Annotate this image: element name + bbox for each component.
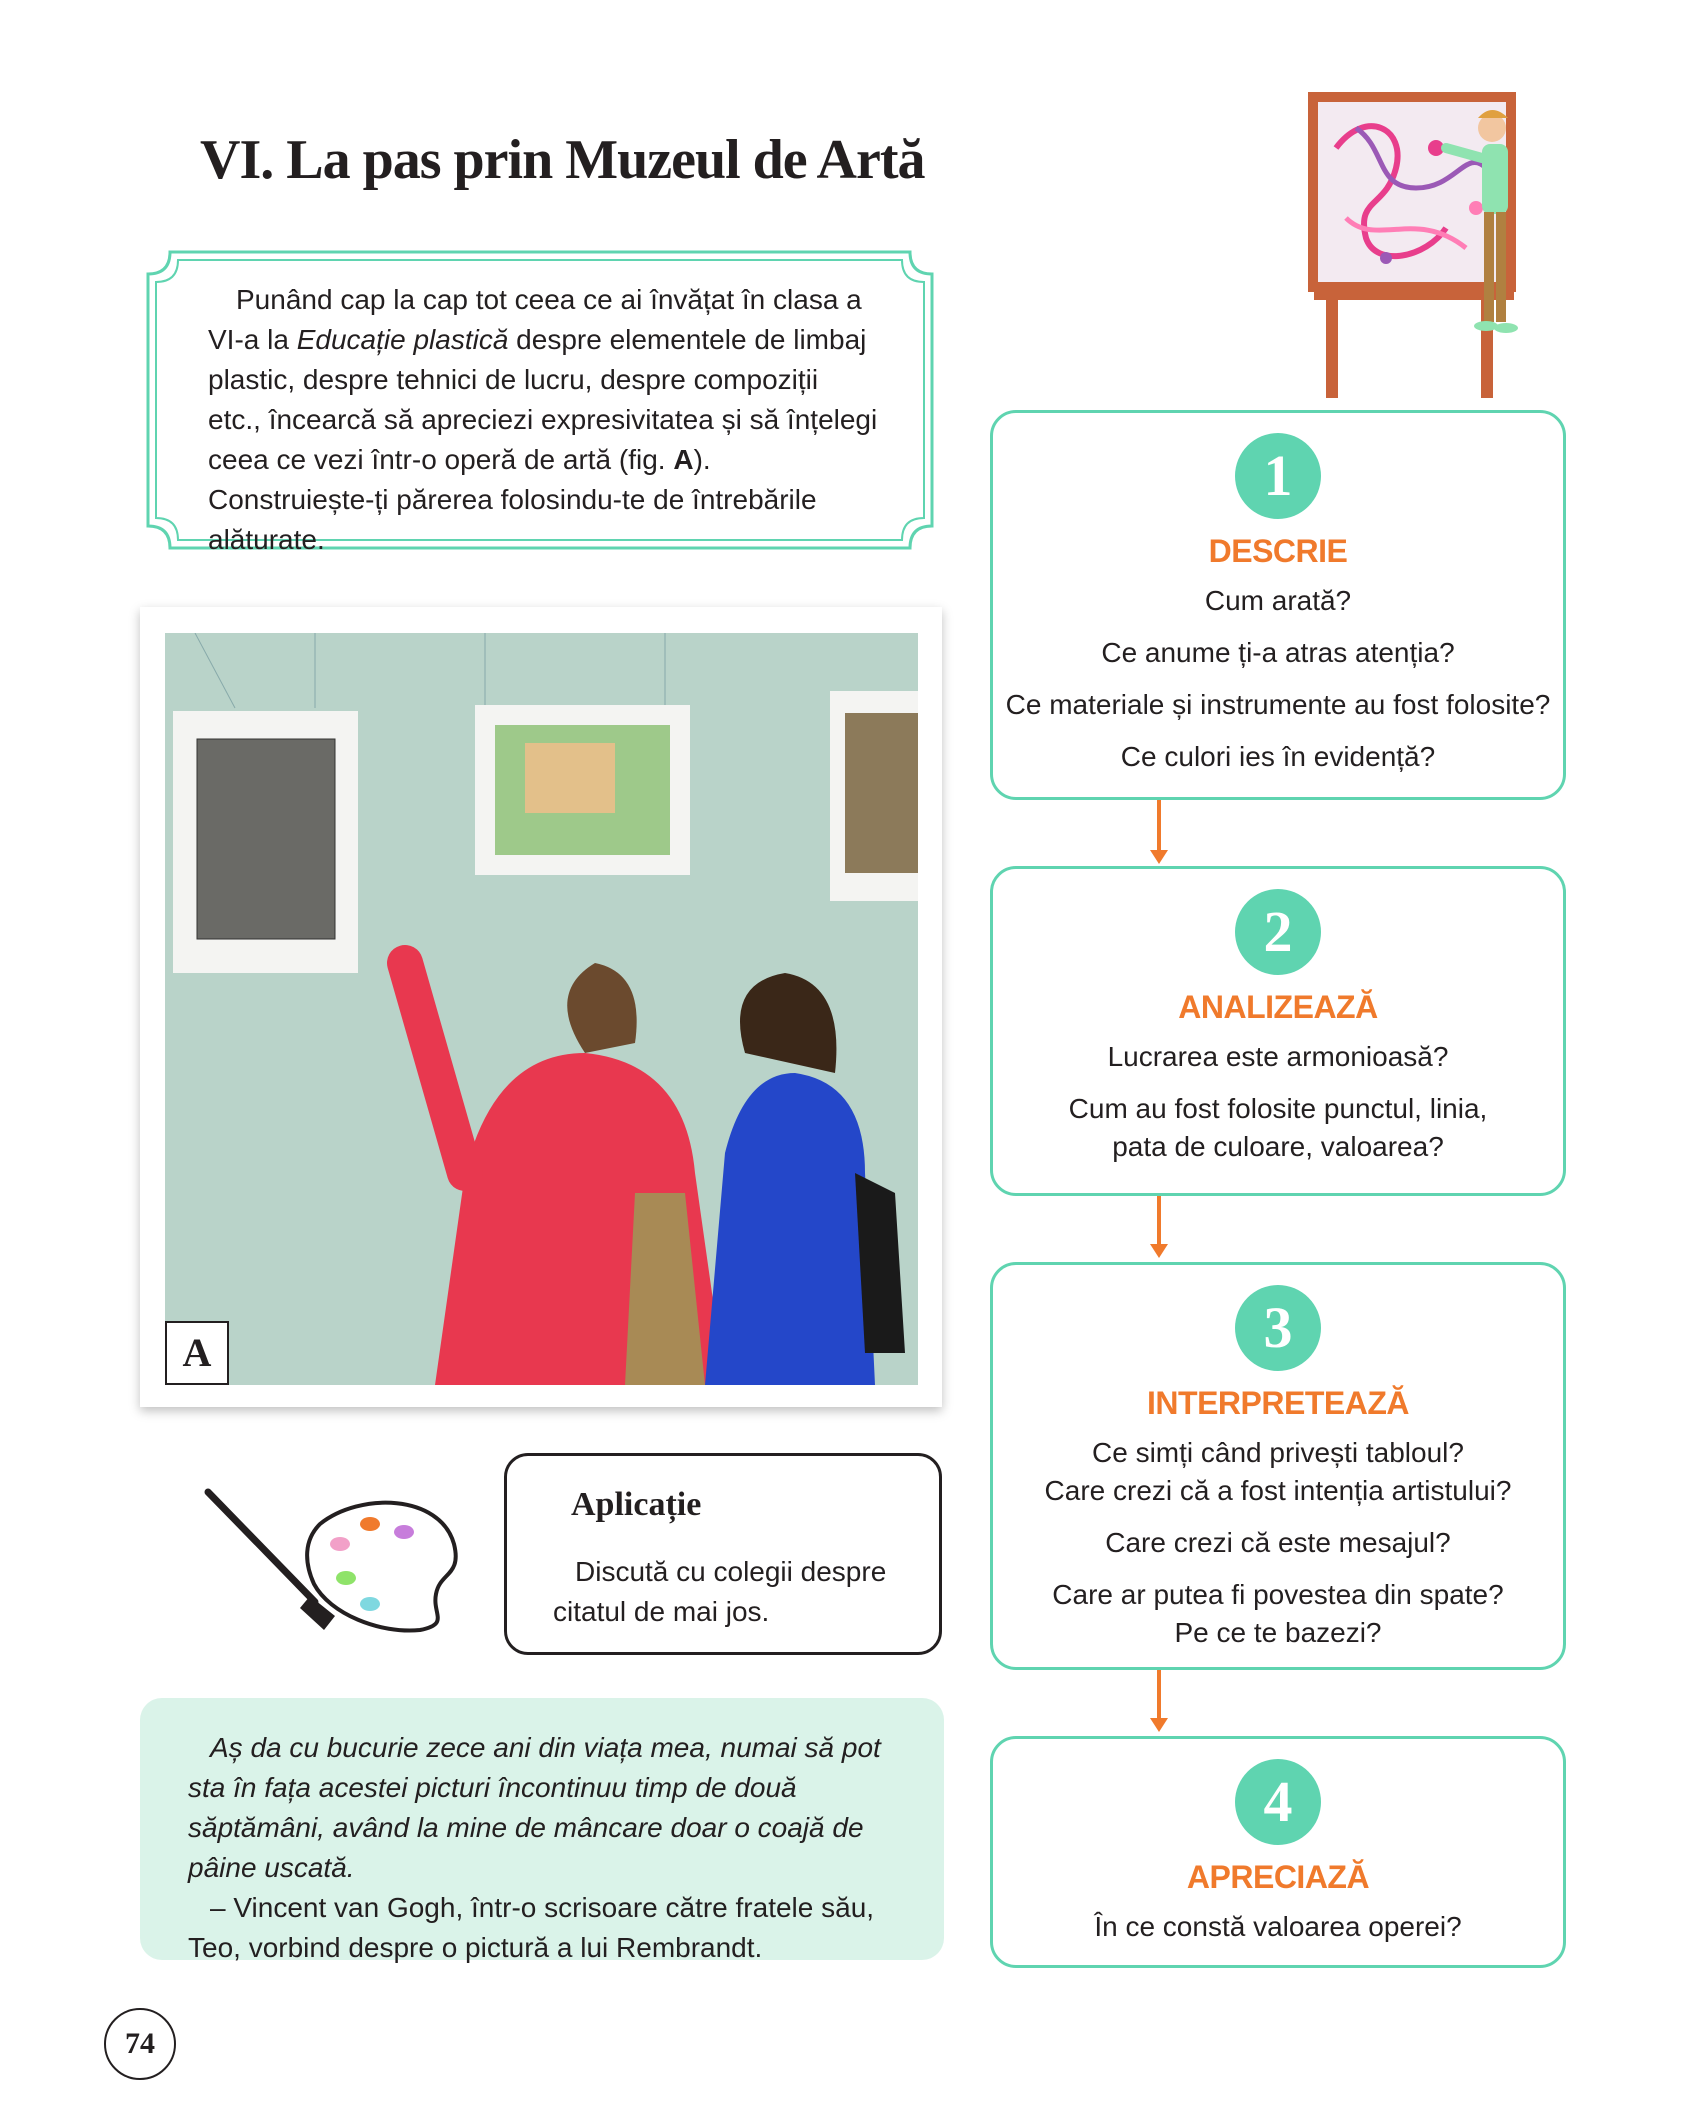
teacher-easel-illustration: [1296, 88, 1566, 408]
step-2-heading: ANALIZEAZĂ: [1178, 989, 1378, 1025]
intro-text: [208, 280, 878, 560]
step-1-number: 1: [1235, 433, 1321, 519]
quote-box: [140, 1698, 944, 1963]
step-4-box: [990, 1736, 1566, 1968]
step-4-questions: În ce constă valoarea operei?: [1094, 1911, 1462, 1942]
step-2-box: [990, 866, 1566, 1196]
quote-attribution: – Vincent van Gogh, într-o scrisoare către fratele său, Teo, vorbind despre o pictură a lui Rembrandt.: [188, 1892, 875, 1963]
arrow-2-3: [1157, 1196, 1161, 1246]
application-box: [504, 1453, 942, 1655]
step-3-heading: INTERPRETEAZĂ: [1147, 1385, 1409, 1421]
gallery-scene: [165, 633, 918, 1385]
arrow-1-2-head: [1150, 850, 1168, 864]
quote-body: Aș da cu bucurie zece ani din viața mea, numai să pot sta în fața acestei picturi încontinuu timp de două săptămâni, având la mine de mâncare doar o coajă de pâine uscată.: [188, 1732, 881, 1883]
page-title: VI. La pas prin Muzeul de Artă: [200, 129, 925, 191]
arrow-1-2: [1157, 800, 1161, 852]
step-1-questions: Cum arată? Ce anume ți-a atras atenția? Ce materiale și instrumente au fost folosite? Ce culori ies în evidență?: [1005, 585, 1551, 772]
arrow-3-4: [1157, 1670, 1161, 1720]
step-1-heading: DESCRIE: [1208, 533, 1348, 569]
step-2-number: 2: [1235, 889, 1321, 975]
intro-segment: Punând cap la cap tot ceea ce ai învățat în clasa a VI-a la: [208, 284, 862, 355]
page-number: 74: [104, 2008, 176, 2080]
step-1-box: [990, 410, 1566, 800]
application-title: Aplicație: [571, 1486, 702, 1523]
arrow-2-3-head: [1150, 1244, 1168, 1258]
step-3-questions: Ce simți când privești tabloul? Care crezi că a fost intenția artistului? Care crezi că este mesajul? Care ar putea fi povestea din spate? Pe ce te bazezi?: [1044, 1437, 1512, 1648]
figure-label: A: [165, 1321, 229, 1385]
gallery-photo: [165, 633, 918, 1385]
step-2-questions: Lucrarea este armonioasă? Cum au fost folosite punctul, linia, pata de culoare, valoarea?: [1068, 1041, 1488, 1162]
application-text: Discută cu colegii despre citatul de mai jos.: [553, 1556, 887, 1627]
intro-segment: despre elementele de limbaj plastic, despre tehnici de lucru, despre compoziții etc., încearcă să apreciezi expresivitatea și să înțelegi ceea ce vezi într-o operă de artă (fig.: [208, 324, 878, 475]
arrow-3-4-head: [1150, 1718, 1168, 1732]
intro-segment: Educație plastică: [296, 324, 509, 355]
quote-text: [188, 1728, 908, 1968]
step-3-box: [990, 1262, 1566, 1670]
step-4-number: 4: [1235, 1759, 1321, 1845]
intro-segment: A: [673, 444, 694, 475]
palette-brush-icon: [200, 1484, 470, 1634]
intro-box: [140, 244, 940, 556]
step-4-heading: APRECIAZĂ: [1186, 1859, 1370, 1895]
intro-segment: ). Construiește-ți părerea folosindu-te de întrebările alăturate.: [208, 444, 817, 555]
step-3-number: 3: [1235, 1285, 1321, 1371]
